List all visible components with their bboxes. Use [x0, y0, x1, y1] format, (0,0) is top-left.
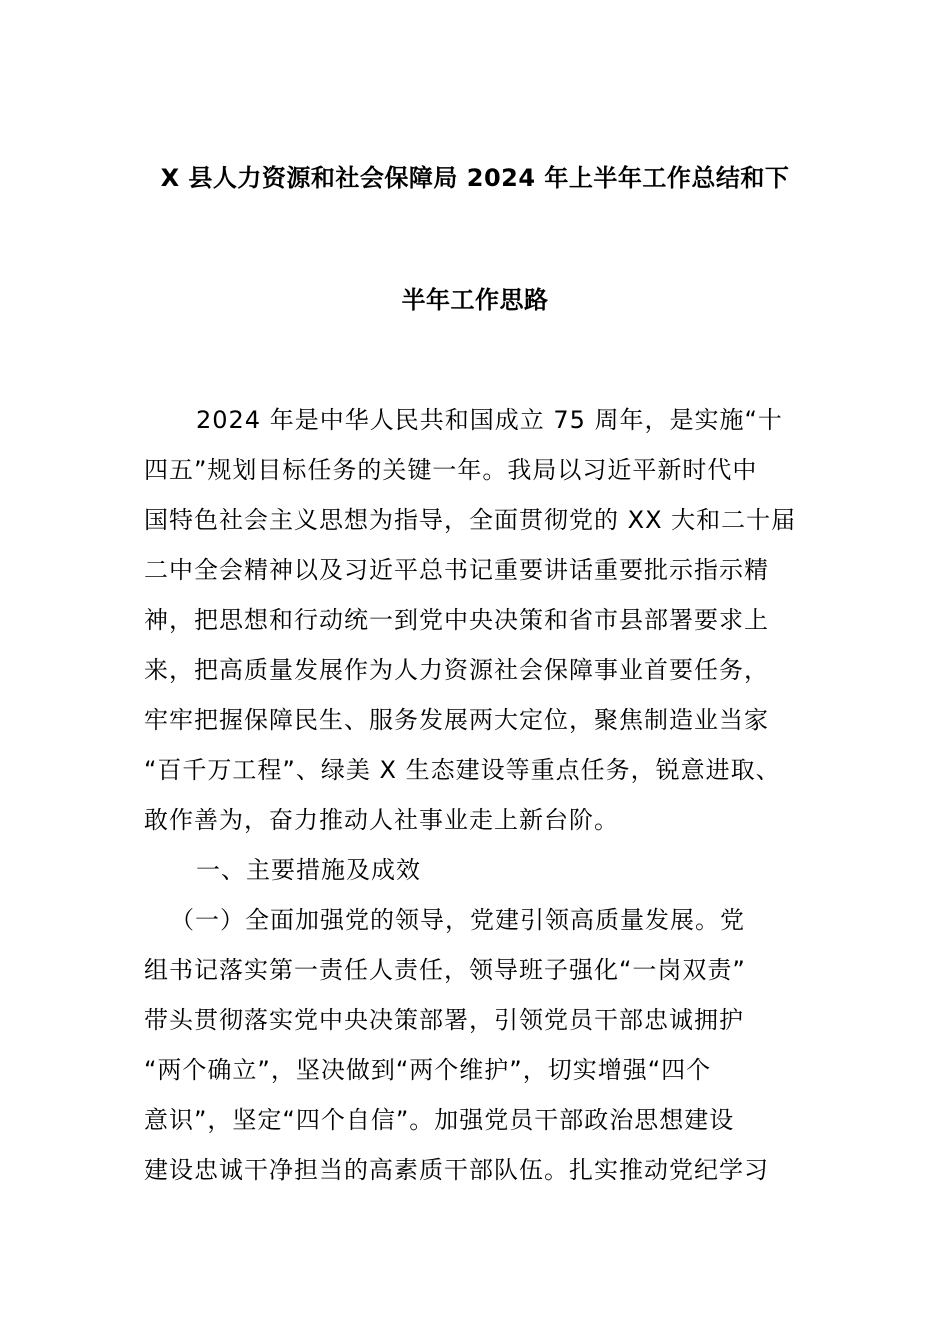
paragraph-line: 牢牢把握保障民生、服务发展两大定位，聚焦制造业当家: [144, 706, 769, 734]
paragraph-line: 意识”，坚定“四个自信”。加强党员干部政治思想建设: [144, 1106, 735, 1134]
paragraph-line: 2024 年是中华人民共和国成立 75 周年，是实施“十: [196, 406, 783, 434]
paragraph-line: 神，把思想和行动统一到党中央决策和省市县部署要求上: [144, 606, 769, 634]
paragraph-line: 组书记落实第一责任人责任，领导班子强化“一岗双责”: [144, 956, 746, 984]
document-title-line-1: X 县人力资源和社会保障局 2024 年上半年工作总结和下: [160, 164, 790, 192]
paragraph-line: 建设忠诚干净担当的高素质干部队伍。扎实推动党纪学习: [144, 1156, 769, 1184]
paragraph-line: 带头贯彻落实党中央决策部署，引领党员干部忠诚拥护: [144, 1006, 744, 1034]
paragraph-line: “百千万工程”、绿美 X 生态建设等重点任务，锐意进取、: [144, 756, 781, 784]
paragraph-line: 四五”规划目标任务的关键一年。我局以习近平新时代中: [144, 456, 758, 484]
paragraph-line: 二中全会精神以及习近平总书记重要讲话重要批示指示精: [144, 556, 769, 584]
document-title-line-2: 半年工作思路: [401, 286, 549, 314]
section-heading: 一、主要措施及成效: [196, 856, 421, 884]
paragraph-line: “两个确立”，坚决做到“两个维护”，切实增强“四个: [144, 1056, 712, 1084]
paragraph-line: 敢作善为，奋力推动人社事业走上新台阶。: [144, 806, 619, 834]
paragraph-line: （一）全面加强党的领导，党建引领高质量发展。党: [170, 906, 745, 934]
paragraph-line: 国特色社会主义思想为指导，全面贯彻党的 XX 大和二十届: [144, 506, 797, 534]
paragraph-line: 来，把高质量发展作为人力资源社会保障事业首要任务，: [144, 656, 769, 684]
